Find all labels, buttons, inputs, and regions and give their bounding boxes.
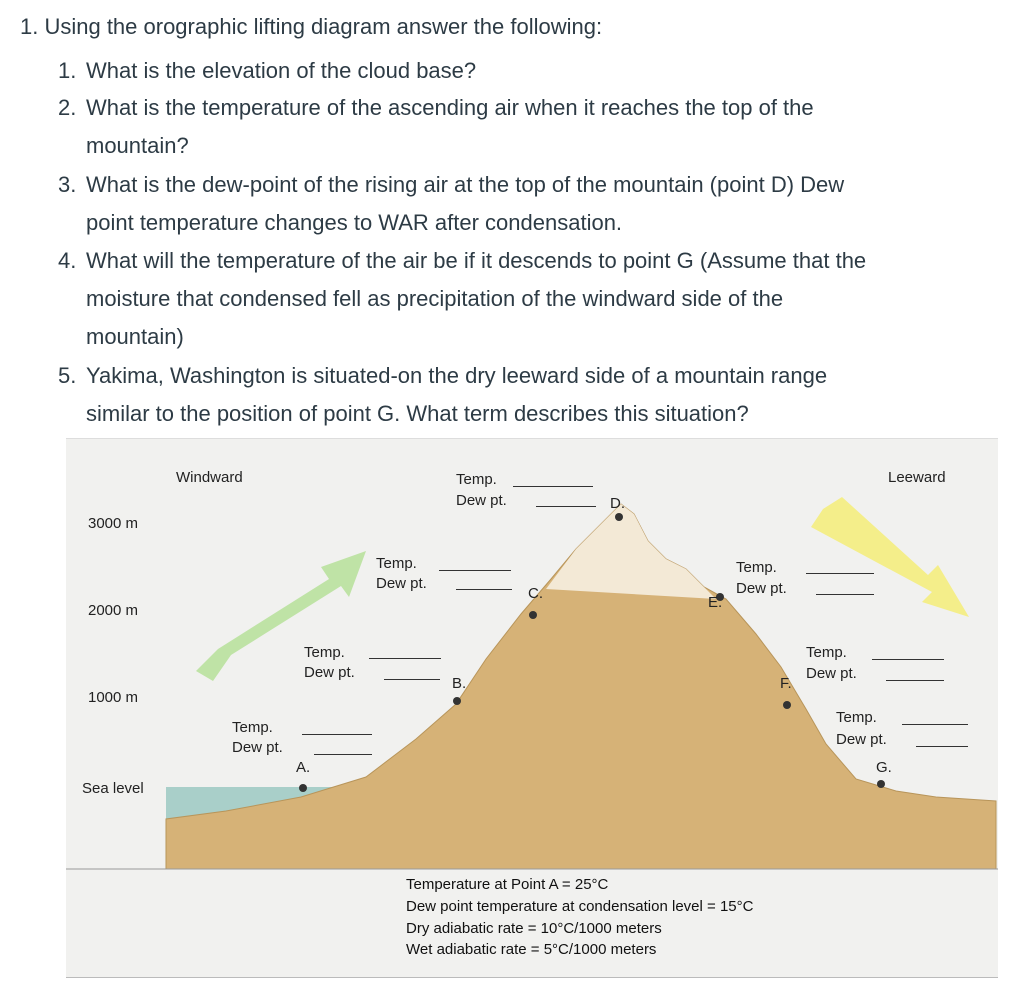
- point-b-label: B.: [452, 675, 467, 692]
- point-g-label: G.: [876, 759, 892, 776]
- dew-label-a: Dew pt.: [232, 739, 283, 756]
- temp-label-b: Temp.: [304, 644, 345, 661]
- windward-label: Windward: [176, 469, 243, 486]
- question-number: 5.: [58, 363, 77, 388]
- temp-blank-e[interactable]: [806, 573, 874, 574]
- elevation-2000: 2000 m: [88, 602, 139, 619]
- dew-blank-c[interactable]: [456, 589, 512, 590]
- question-text: What will the temperature of the air be if it descends to point G (Assume that the: [86, 248, 867, 273]
- temp-blank-d[interactable]: [513, 486, 593, 487]
- dew-blank-g[interactable]: [916, 746, 968, 747]
- diagram-artwork: [66, 439, 998, 977]
- dew-label-f: Dew pt.: [806, 665, 857, 682]
- elevation-3000: 3000 m: [88, 515, 139, 532]
- question-item-3: [58, 166, 844, 242]
- point-c-label: C.: [528, 585, 543, 602]
- question-item-2: [58, 89, 814, 165]
- question-number: 4.: [58, 248, 77, 273]
- temp-label-e: Temp.: [736, 559, 777, 576]
- given-dry-rate: Dry adiabatic rate = 10°C/1000 meters: [406, 920, 662, 937]
- given-wet-rate: Wet adiabatic rate = 5°C/1000 meters: [406, 941, 657, 958]
- given-dew-point: Dew point temperature at condensation level = 15°C: [406, 898, 754, 915]
- question-text: What is the dew-point of the rising air at the top of the mountain (point D) Dew: [86, 172, 845, 197]
- question-item-4: [58, 242, 866, 356]
- temp-blank-c[interactable]: [439, 570, 511, 571]
- elevation-1000: 1000 m: [88, 689, 139, 706]
- question-text: What is the temperature of the ascending air when it reaches the top of the: [86, 95, 814, 120]
- question-number: 1.: [58, 58, 77, 83]
- question-text: point temperature changes to WAR after condensation.: [86, 210, 623, 235]
- point-b-dot: [453, 697, 461, 705]
- point-d-label: D.: [610, 495, 625, 512]
- question-item-5: [58, 357, 827, 433]
- point-a-dot: [299, 784, 307, 792]
- temp-blank-g[interactable]: [902, 724, 968, 725]
- question-item-1: [58, 52, 476, 90]
- point-d-dot: [615, 513, 623, 521]
- question-text: What is the elevation of the cloud base?: [86, 58, 477, 83]
- leeward-label: Leeward: [888, 469, 946, 486]
- dew-blank-e[interactable]: [816, 594, 874, 595]
- dew-label-g: Dew pt.: [836, 731, 887, 748]
- point-e-label: E.: [708, 594, 723, 611]
- temp-blank-a[interactable]: [302, 734, 372, 735]
- point-c-dot: [529, 611, 537, 619]
- dew-blank-f[interactable]: [886, 680, 944, 681]
- question-text: mountain): [86, 324, 184, 349]
- question-text: moisture that condensed fell as precipitation of the windward side of the: [86, 286, 784, 311]
- dew-label-c: Dew pt.: [376, 575, 427, 592]
- question-text: Yakima, Washington is situated-on the dry leeward side of a mountain range: [86, 363, 828, 388]
- temp-label-c: Temp.: [376, 555, 417, 572]
- question-text: similar to the position of point G. What term describes this situation?: [86, 401, 749, 426]
- point-f-dot: [783, 701, 791, 709]
- elevation-sea-level: Sea level: [82, 780, 144, 797]
- point-f-label: F.: [780, 675, 792, 692]
- dew-label-b: Dew pt.: [304, 664, 355, 681]
- dew-blank-a[interactable]: [314, 754, 372, 755]
- given-point-a-temp: Temperature at Point A = 25°C: [406, 876, 609, 893]
- dew-blank-d[interactable]: [536, 506, 596, 507]
- temp-label-a: Temp.: [232, 719, 273, 736]
- question-number: 2.: [58, 95, 77, 120]
- temp-label-g: Temp.: [836, 709, 877, 726]
- temp-label-f: Temp.: [806, 644, 847, 661]
- temp-label-d: Temp.: [456, 471, 497, 488]
- question-number: 3.: [58, 172, 77, 197]
- point-a-label: A.: [296, 759, 311, 776]
- point-g-dot: [877, 780, 885, 788]
- question-title: 1. Using the orographic lifting diagram answer the following:: [20, 14, 603, 39]
- orographic-lifting-diagram: [66, 438, 998, 978]
- question-text: mountain?: [86, 133, 189, 158]
- temp-blank-b[interactable]: [369, 658, 441, 659]
- dew-label-e: Dew pt.: [736, 580, 787, 597]
- temp-blank-f[interactable]: [872, 659, 944, 660]
- dew-blank-b[interactable]: [384, 679, 440, 680]
- dew-label-d: Dew pt.: [456, 492, 507, 509]
